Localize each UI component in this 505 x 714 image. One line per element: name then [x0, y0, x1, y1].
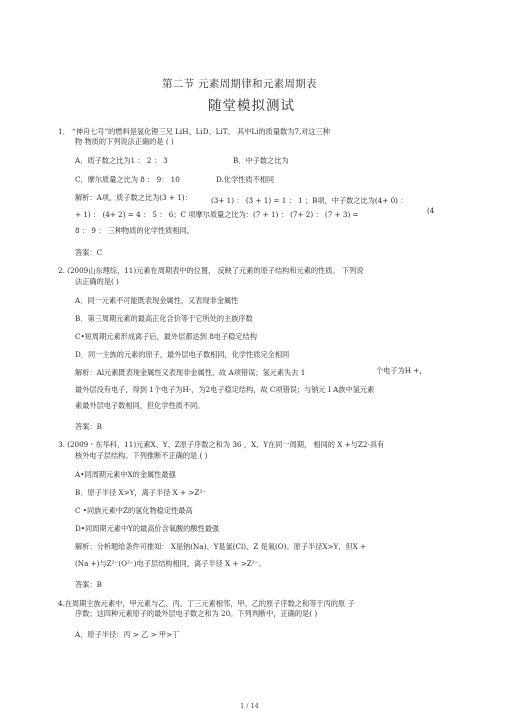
q3-explanation-1: 解析：分析题给条件可推知： X是钠(Na)、Y是氯(Cl)、Z 是氧(O)。原子半径X>Y，但X +	[75, 542, 367, 551]
q3-option-c: C •同族元素中Z的氢化物稳定性最高	[75, 506, 193, 515]
q2-answer: 答案：B	[75, 422, 102, 431]
q2-line2: 法正确的是( )	[75, 277, 119, 286]
q2-line1: 2. (2009山东理综，11)元素在周期表中的位置， 反映了元素的原子结构和元素的性质。 下列说	[58, 266, 364, 275]
q2-option-b: B．第三周期元素的最高正化合价等于它所处的主族序数	[75, 314, 253, 323]
q1-explanation-3: 8 ： 9 ： 三种物质的化学性质相同。	[75, 226, 194, 235]
q1-line2: 物 物质的下列说法正确的是 ( )	[75, 137, 174, 146]
q1-explanation-1: 解析：A项，质子数之比为(3 + 1)：	[75, 193, 192, 202]
q1-answer: 答案：C	[75, 248, 103, 257]
page-title: 随堂模拟测试	[208, 98, 295, 114]
q1-option-a: A．质子数之比为1 ： 2 ： 3	[75, 156, 168, 165]
q2-explanation-1b: 个电子为H +，	[376, 366, 427, 375]
q1-explanation-2: + 1) ： (4+ 2) = 4 ： 5 ： 6；C 项摩尔质量之比为：(7 + 1) ： (7+ 2) ： (7 + 3) =	[75, 210, 359, 219]
q1-line1: 1． “神舟七号”的燃料是氢化锂三兄 LiH、LiD、LiT。 其中Li的质量数为7,对这三种	[58, 127, 330, 136]
section-heading: 第二节 元素周期律和元素周期表	[162, 78, 317, 90]
q1-option-c: C．摩尔质量之比为 8 ： 9： 10	[75, 175, 180, 184]
q1-option-d: D.化学性质不相同	[216, 175, 275, 184]
page-number: 1 / 14	[240, 702, 259, 710]
q2-explanation-1: 解析：Al元素既表现金属性又表现非金属性，故 A项错误；氢元素失去 1	[75, 368, 306, 377]
q3-option-d: D•同周期元素中Y的最高价含氧酸的酸性最强	[75, 524, 220, 533]
q1-option-b: B．中子数之比为	[233, 156, 289, 165]
q1-explanation-2b: (4	[427, 206, 435, 215]
q1-explanation-1b: (3+ 1) ： (3 + 1) = 1 ： 1 ；B项，中子数之比为(4+ 0) ：	[211, 196, 408, 205]
q3-line2: 核外电子层结构。下列推断不正确的是 ( )	[75, 451, 208, 460]
q3-option-b: B．原子半径 X>Y，离子半径 X + >Z²⁻	[75, 488, 207, 497]
q4-option-a: A．原子半径：丙 > 乙 > 甲>丁	[75, 630, 180, 639]
q3-option-a: A•同周期元素中X的金属性最强	[75, 470, 176, 479]
q3-explanation-2: (Na +)与Z²⁻(O²⁻)电子层结构相同，离子半径 X + >Z²⁻。	[75, 559, 266, 568]
q2-option-a: A．同一元素不可能既表现金属性，又表现非金属性	[75, 296, 239, 305]
q3-answer: 答案：B	[75, 580, 102, 589]
q2-explanation-2: 最外层没有电子，得到 1个电子为H-，为2电子稳定结构，故 C项错误；与钠元 I A族中氢元素	[75, 385, 375, 394]
q2-explanation-3: 素最外层电子数相同，但化学性质不同。	[75, 401, 205, 410]
q4-line2: 序数；这四种元素原子的最外层电子数之和为 20。下列判断中，正确的是( )	[75, 609, 318, 618]
q2-option-c: C•短周期元素形成离子后，最外层都达到 8电子稳定结构	[75, 332, 257, 341]
q2-option-d: D．同一主族的元素的原子，最外层电子数相同，化学性质完全相同	[75, 350, 290, 359]
q3-line1: 3. (2009・东华科，11)元素X、Y、Z原子序数之和为 36 ，X、Y在同一周期， 相同的 X +与Z2-具有	[58, 440, 385, 449]
q4-line1: 4.在周期主族元素中，甲元素与乙、丙、丁三元素相邻，甲、乙的原子序数之和等于丙的原 子	[58, 599, 355, 608]
